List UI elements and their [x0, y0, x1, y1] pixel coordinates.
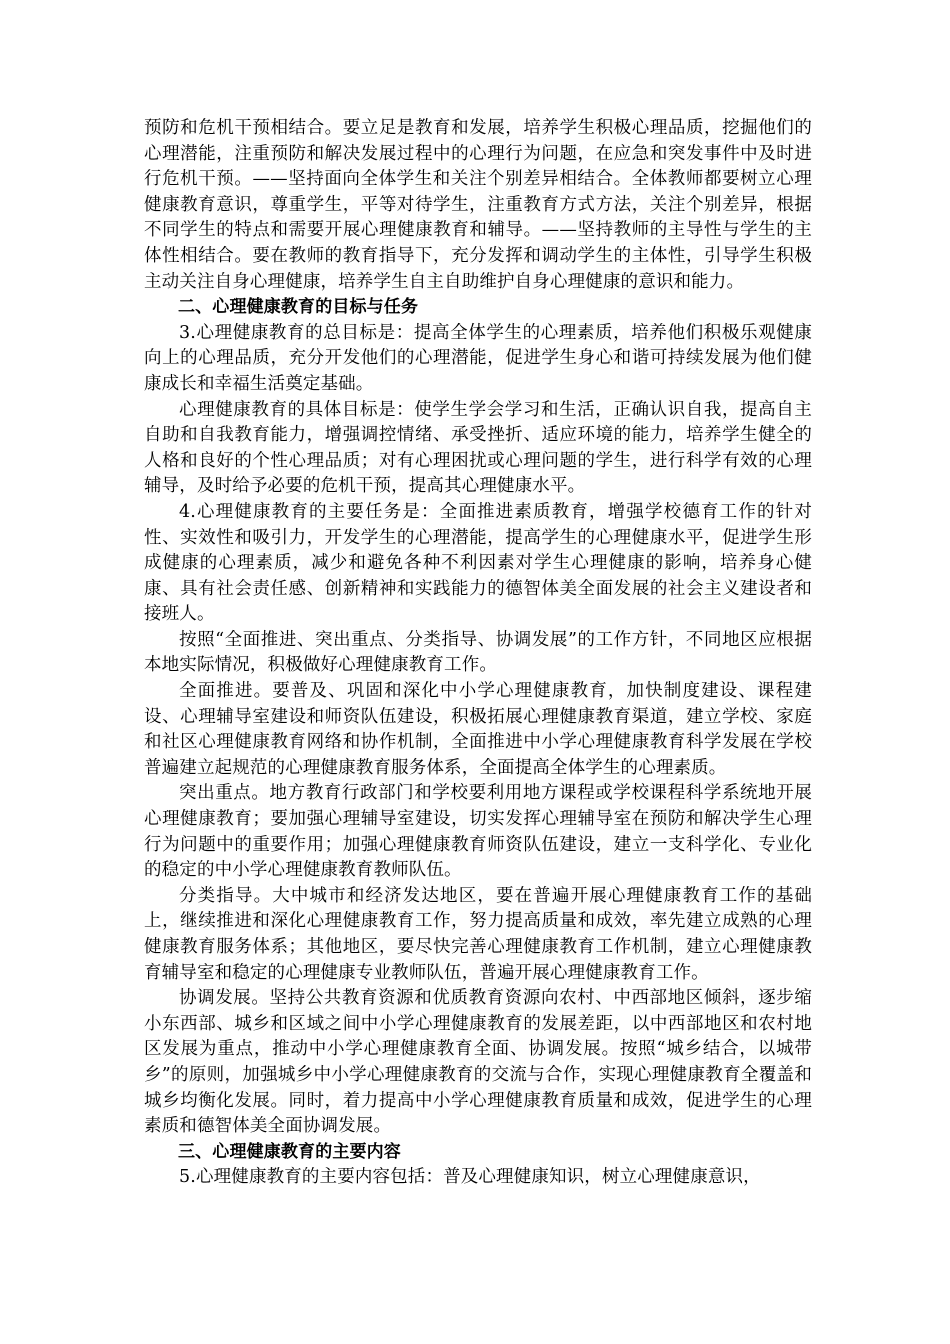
body-paragraph-main-tasks: 4.心理健康教育的主要任务是：全面推进素质教育，增强学校德育工作的针对性、实效性和吸引力，开发学生的心理潜能，提高学生的心理健康水平，促进学生形成健康的心理素质，减少和避免各种不利因素对学生心理健康的影响，培养身心健康、具有社会责任感、创新精神和实践能力的德智体美全面发展的社会主义建设者和接班人。: [144, 501, 812, 625]
body-paragraph-overall-goal: 3.心理健康教育的总目标是：提高全体学生的心理素质，培养他们积极乐观健康向上的心理品质，充分开发他们的心理潜能，促进学生身心和谐可持续发展为他们健康成长和幸福生活奠定基础。: [144, 322, 812, 394]
body-paragraph-key-focus: 突出重点。地方教育行政部门和学校要利用地方课程或学校课程科学系统地开展心理健康教育；要加强心理辅导室建设，切实发挥心理辅导室在预防和解决学生心理行为问题中的重要作用；加强心理健康教育师资队伍建设，建立一支科学化、专业化的稳定的中小学心理健康教育教师队伍。: [144, 783, 812, 881]
body-paragraph-work-policy: 按照“全面推进、突出重点、分类指导、协调发展”的工作方针，不同地区应根据本地实际情况，积极做好心理健康教育工作。: [144, 629, 812, 676]
section-heading-main-content: 三、心理健康教育的主要内容: [178, 1141, 401, 1162]
body-paragraph-comprehensive-advance: 全面推进。要普及、巩固和深化中小学心理健康教育，加快制度建设、课程建设、心理辅导室建设和师资队伍建设，积极拓展心理健康教育渠道，建立学校、家庭和社区心理健康教育网络和协作机制，全面推进中小学心理健康教育科学发展在学校普遍建立起规范的心理健康教育服务体系，全面提高全体学生的心理素质。: [144, 681, 812, 778]
body-paragraph-main-content: 5.心理健康教育的主要内容包括：普及心理健康知识，树立心理健康意识，: [179, 1167, 761, 1188]
body-paragraph-category-guidance: 分类指导。大中城市和经济发达地区，要在普遍开展心理健康教育工作的基础上，继续推进和深化心理健康教育工作，努力提高质量和成效，率先建立成熟的心理健康教育服务体系；其他地区，要尽快完善心理健康教育工作机制，建立心理健康教育辅导室和稳定的心理健康专业教师队伍，普遍开展心理健康教育工作。: [144, 885, 812, 983]
body-paragraph-specific-goals: 心理健康教育的具体目标是：使学生学会学习和生活，正确认识自我，提高自主自助和自我教育能力，增强调控情绪、承受挫折、适应环境的能力，培养学生健全的人格和良好的个性心理品质；对有心理困扰或心理问题的学生，进行科学有效的心理辅导，及时给予必要的危机干预，提高其心理健康水平。: [144, 399, 812, 497]
section-heading-goals-and-tasks: 二、心理健康教育的目标与任务: [178, 297, 419, 318]
document-page: [144, 116, 812, 1191]
body-paragraph-1: 预防和危机干预相结合。要立足是教育和发展，培养学生积极心理品质，挖掘他们的心理潜能，注重预防和解决发展过程中的心理行为问题，在应急和突发事件中及时进行危机干预。——坚持面向全体学生和关注个别差异相结合。全体教师都要树立心理健康教育意识，尊重学生，平等对待学生，注重教育方式方法，关注个别差异，根据不同学生的特点和需要开展心理健康教育和辅导。——坚持教师的主导性与学生的主体性相结合。要在教师的教育指导下，充分发挥和调动学生的主体性，引导学生积极主动关注自身心理健康，培养学生自主自助维护自身心理健康的意识和能力。: [144, 118, 812, 292]
body-paragraph-coordinated-development: 协调发展。坚持公共教育资源和优质教育资源向农村、中西部地区倾斜，逐步缩小东西部、城乡和区域之间中小学心理健康教育的发展差距，以中西部地区和农村地区发展为重点，推动中小学心理健康教育全面、协调发展。按照“城乡结合，以城带乡”的原则，加强城乡中小学心理健康教育的交流与合作，实现心理健康教育全覆盖和城乡均衡化发展。同时，着力提高中小学心理健康教育质量和成效，促进学生的心理素质和德智体美全面协调发展。: [144, 988, 812, 1137]
